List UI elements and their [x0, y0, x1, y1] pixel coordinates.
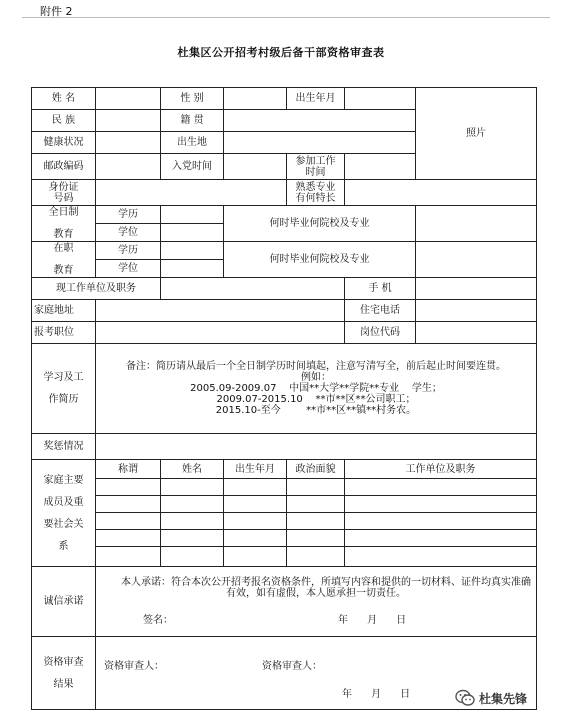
header-rule — [22, 17, 550, 18]
specialty-input[interactable] — [345, 180, 537, 206]
family-cell[interactable] — [224, 530, 287, 547]
resume-note-line: 2015.10-至今 **市**区**镇**村务农。 — [215, 405, 417, 416]
pledge-area[interactable] — [96, 567, 537, 637]
fulltime-degree-label: 学历 — [96, 206, 161, 224]
reviewer-1-label: 资格审查人： — [104, 661, 164, 672]
family-row — [32, 530, 537, 547]
family-label: 家庭主要 成员及重 要社会关 系 — [32, 460, 96, 567]
fulltime-school-label: 何时毕业何院校及专业 — [224, 206, 416, 242]
inservice-school-input[interactable] — [416, 242, 537, 278]
fulltime-academic-label: 学位 — [96, 224, 161, 242]
inservice-academic-label: 学位 — [96, 260, 161, 278]
attachment-label: 附件 2 — [40, 5, 73, 18]
family-header-name: 姓名 — [161, 460, 224, 479]
id-number-input[interactable] — [96, 180, 287, 206]
applied-position-label: 报考职位 — [32, 322, 96, 344]
family-cell[interactable] — [161, 496, 224, 513]
home-phone-label: 住宅电话 — [345, 300, 416, 322]
family-cell[interactable] — [96, 530, 161, 547]
ethnicity-input[interactable] — [96, 110, 161, 132]
family-row — [32, 496, 537, 513]
postal-code-label: 邮政编码 — [32, 154, 96, 180]
fulltime-school-input[interactable] — [416, 206, 537, 242]
pledge-sign-row — [98, 615, 534, 626]
family-cell[interactable] — [161, 547, 224, 567]
inservice-degree-label: 学历 — [96, 242, 161, 260]
ethnicity-label: 民 族 — [32, 110, 96, 132]
gender-input[interactable] — [224, 88, 287, 110]
inservice-education-label: 在职 教育 — [32, 242, 96, 278]
resume-note-line: 例如： — [301, 372, 331, 383]
family-cell[interactable] — [287, 547, 345, 567]
awards-label: 奖惩情况 — [32, 434, 96, 460]
mobile-input[interactable] — [416, 278, 537, 300]
family-cell[interactable] — [224, 513, 287, 530]
fulltime-academic-input[interactable] — [161, 224, 224, 242]
specialty-label: 熟悉专业 有何特长 — [287, 180, 345, 206]
resume-note-line: 2009.07-2015.10 **市**区**公司职工； — [216, 394, 416, 405]
gender-label: 性 别 — [161, 88, 224, 110]
family-cell[interactable] — [287, 496, 345, 513]
work-date-input[interactable] — [345, 154, 416, 180]
mobile-label: 手 机 — [345, 278, 416, 300]
resume-label: 学习及工 作简历 — [32, 344, 96, 434]
address-input[interactable] — [96, 300, 345, 322]
health-input[interactable] — [96, 132, 161, 154]
family-cell[interactable] — [161, 479, 224, 496]
native-place-label: 籍 贯 — [161, 110, 224, 132]
resume-note-line: 备注：简历请从最后一个全日制学历时间填起，注意写清写全，前后起止时间要连贯。 — [126, 361, 506, 372]
family-cell[interactable] — [161, 530, 224, 547]
fulltime-degree-input[interactable] — [161, 206, 224, 224]
family-cell[interactable] — [96, 496, 161, 513]
birthplace-label: 出生地 — [161, 132, 224, 154]
current-job-input[interactable] — [161, 278, 345, 300]
family-cell[interactable] — [96, 479, 161, 496]
position-code-input[interactable] — [416, 322, 537, 344]
family-cell[interactable] — [345, 496, 537, 513]
pledge-label: 诚信承诺 — [32, 567, 96, 637]
family-cell[interactable] — [224, 547, 287, 567]
family-cell[interactable] — [287, 479, 345, 496]
family-cell[interactable] — [96, 547, 161, 567]
page-title: 杜集区公开招考村级后备干部资格审查表 — [177, 46, 385, 59]
family-cell[interactable] — [287, 513, 345, 530]
applied-position-input[interactable] — [96, 322, 345, 344]
postal-code-input[interactable] — [96, 154, 161, 180]
family-header-relation: 称谓 — [96, 460, 161, 479]
family-header-birth: 出生年月 — [224, 460, 287, 479]
review-label: 资格审查 结果 — [32, 637, 96, 710]
native-place-input[interactable] — [224, 110, 416, 132]
inservice-degree-input[interactable] — [161, 242, 224, 260]
wechat-icon — [455, 689, 475, 707]
birth-date-label: 出生年月 — [287, 88, 345, 110]
watermark-text: 杜集先锋 — [479, 691, 528, 706]
current-job-label: 现工作单位及职务 — [32, 278, 161, 300]
awards-input[interactable] — [96, 434, 537, 460]
address-label: 家庭地址 — [32, 300, 96, 322]
pledge-date: 年 月 日 — [338, 615, 407, 626]
family-row — [32, 513, 537, 530]
inservice-school-label: 何时毕业何院校及专业 — [224, 242, 416, 278]
inservice-academic-input[interactable] — [161, 260, 224, 278]
party-date-input[interactable] — [224, 154, 287, 180]
work-date-label: 参加工作 时间 — [287, 154, 345, 180]
family-cell[interactable] — [96, 513, 161, 530]
resume-note-line: 2005.09-2009.07 中国**大学**学院**专业 学生； — [190, 383, 442, 394]
sign-label: 签名： — [143, 615, 173, 626]
family-cell[interactable] — [224, 479, 287, 496]
name-label: 姓 名 — [32, 88, 96, 110]
party-date-label: 入党时间 — [161, 154, 224, 180]
fulltime-education-label: 全日制 教育 — [32, 206, 96, 242]
family-cell[interactable] — [345, 547, 537, 567]
family-cell[interactable] — [345, 530, 537, 547]
name-input[interactable] — [96, 88, 161, 110]
photo-box[interactable] — [416, 88, 537, 180]
family-cell[interactable] — [287, 530, 345, 547]
health-label: 健康状况 — [32, 132, 96, 154]
id-number-label: 身份证 号码 — [32, 180, 96, 206]
review-date: 年 月 日 — [342, 689, 411, 700]
family-cell[interactable] — [345, 513, 537, 530]
pledge-text: 本人承诺：符合本次公开招考报名资格条件，所填写内容和提供的一切材料、证件均真实准确有效，如有虚假，本人愿承担一切责任。 — [121, 577, 531, 599]
birth-date-input[interactable] — [345, 88, 416, 110]
watermark — [455, 689, 527, 707]
position-code-label: 岗位代码 — [345, 322, 416, 344]
birthplace-input[interactable] — [224, 132, 416, 154]
family-cell[interactable] — [161, 513, 224, 530]
family-cell[interactable] — [345, 479, 537, 496]
family-row — [32, 479, 537, 496]
family-header-political: 政治面貌 — [287, 460, 345, 479]
photo-label: 照片 — [466, 128, 486, 139]
home-phone-input[interactable] — [416, 300, 537, 322]
family-row — [32, 547, 537, 567]
reviewer-2-label: 资格审查人： — [262, 661, 322, 672]
qualification-form — [31, 87, 537, 710]
resume-notes[interactable] — [96, 344, 537, 434]
family-cell[interactable] — [224, 496, 287, 513]
family-header-work: 工作单位及职务 — [345, 460, 537, 479]
